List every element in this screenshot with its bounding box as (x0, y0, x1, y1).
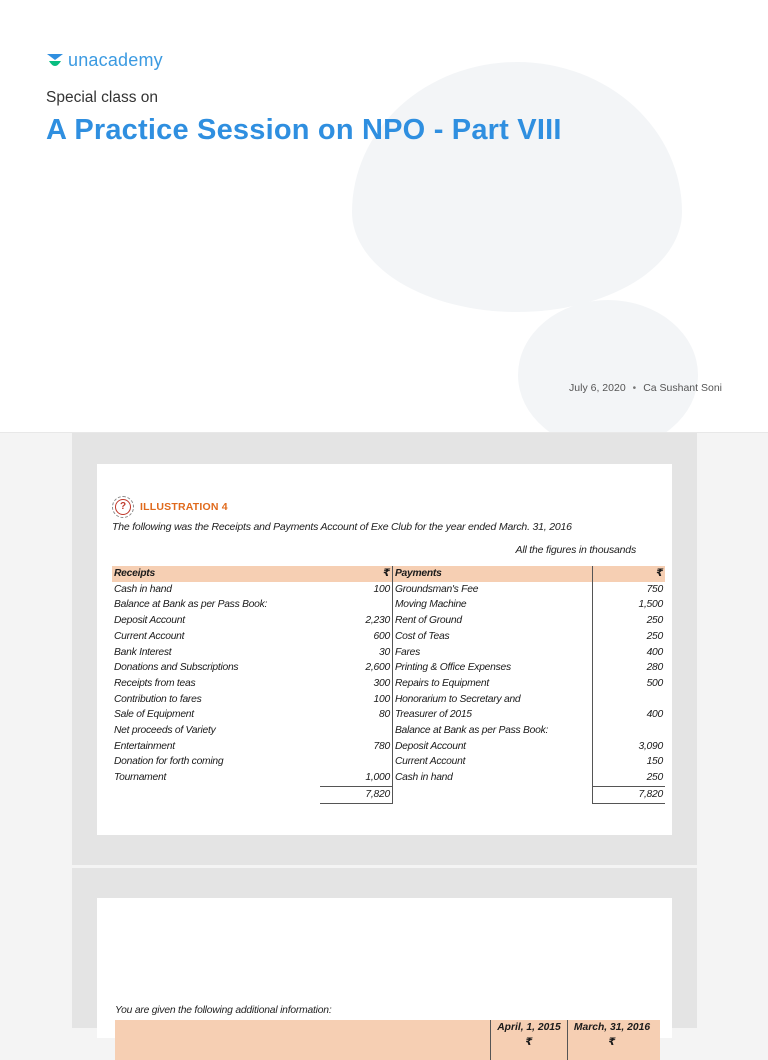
receipt-amount: 300 (320, 676, 392, 692)
slide-date: July 6, 2020 (569, 382, 626, 394)
table-row (112, 613, 665, 629)
payment-item: Fares (394, 646, 421, 658)
receipt-item: Net proceeds of Variety (114, 725, 216, 737)
table-row (112, 707, 665, 723)
receipt-item: Contribution to fares (114, 693, 202, 705)
receipt-amount: 100 (320, 582, 392, 598)
receipt-amount (320, 723, 392, 739)
brand-logo (46, 50, 163, 71)
payments-header: Payments (392, 566, 593, 582)
payments-total: 7,820 (593, 786, 665, 803)
table-row (112, 770, 665, 786)
table-row (112, 754, 665, 770)
payment-amount: 250 (593, 613, 665, 629)
receipt-amount: 600 (320, 629, 392, 645)
table-row (112, 676, 665, 692)
receipt-item: Donations and Subscriptions (114, 662, 239, 674)
payment-item: Rent of Ground (394, 615, 462, 627)
table-row (112, 582, 665, 598)
receipt-item: Sale of Equipment (114, 709, 194, 721)
document-page-frame (72, 868, 697, 1048)
brand-name: unacademy (68, 50, 163, 70)
table-header-row (112, 566, 665, 582)
illustration-heading (112, 496, 228, 518)
payment-amount: 280 (593, 660, 665, 676)
receipt-amount (320, 754, 392, 770)
receipt-item: Current Account (114, 630, 185, 642)
receipts-total: 7,820 (320, 786, 392, 803)
payment-item: Printing & Office Expenses (394, 662, 511, 674)
receipt-amount: 30 (320, 645, 392, 661)
meta-separator: • (632, 382, 637, 394)
column-header-april-2015: April, 1, 2015 ₹ (490, 1020, 567, 1060)
illustration-description: The following was the Receipts and Payments Account of Exe Club for the year ended March. 31, 2016 (112, 521, 572, 533)
receipts-payments-table (112, 566, 665, 804)
additional-info-table-header (115, 1020, 660, 1060)
table-row (112, 723, 665, 739)
payment-item: Treasurer of 2015 (394, 709, 472, 721)
totals-spacer (392, 786, 593, 803)
payment-amount (593, 723, 665, 739)
receipt-item: Receipts from teas (114, 677, 196, 689)
question-icon: ? (112, 496, 134, 518)
payment-amount: 400 (593, 707, 665, 723)
receipts-amount-header: ₹ (320, 566, 392, 582)
totals-spacer (112, 786, 320, 803)
payment-amount: 150 (593, 754, 665, 770)
receipt-item: Donation for forth coming (114, 756, 224, 768)
table-row (112, 660, 665, 676)
payment-item: Groundsman's Fee (394, 583, 479, 595)
receipt-item: Tournament (114, 772, 167, 784)
payment-amount: 400 (593, 645, 665, 661)
table-row (112, 629, 665, 645)
payment-item: Balance at Bank as per Pass Book: (394, 725, 549, 737)
slide-meta (569, 382, 722, 394)
payment-item: Cash in hand (394, 772, 453, 784)
payment-amount: 1,500 (593, 597, 665, 613)
receipt-amount: 780 (320, 739, 392, 755)
receipt-amount: 100 (320, 692, 392, 708)
table-row (112, 739, 665, 755)
receipt-item: Entertainment (114, 740, 175, 752)
document-page-frame (72, 433, 697, 865)
payment-item: Deposit Account (394, 740, 466, 752)
payment-item: Repairs to Equipment (394, 677, 489, 689)
table-row (112, 597, 665, 613)
payment-amount (593, 692, 665, 708)
payments-amount-header: ₹ (593, 566, 665, 582)
payment-item: Moving Machine (394, 599, 467, 611)
slide-subtitle: Special class on (46, 89, 159, 106)
receipt-item: Deposit Account (114, 615, 185, 627)
receipt-item: Balance at Bank as per Pass Book: (114, 599, 268, 611)
payment-amount: 500 (593, 676, 665, 692)
payment-amount: 750 (593, 582, 665, 598)
table-row (112, 645, 665, 661)
background-shape (518, 300, 698, 433)
receipt-amount: 2,230 (320, 613, 392, 629)
payment-amount: 250 (593, 629, 665, 645)
slide-author: Ca Sushant Soni (643, 382, 722, 394)
payment-item: Current Account (394, 756, 466, 768)
receipt-item: Bank Interest (114, 646, 172, 658)
payment-item: Honorarium to Secretary and (394, 693, 521, 705)
receipt-amount: 80 (320, 707, 392, 723)
table-row (112, 692, 665, 708)
payment-amount: 250 (593, 770, 665, 786)
additional-info-intro: You are given the following additional information: (115, 1005, 332, 1016)
title-slide (0, 0, 768, 433)
receipt-amount: 1,000 (320, 770, 392, 786)
background-shape (352, 62, 682, 312)
illustration-label: ILLUSTRATION 4 (140, 501, 228, 513)
receipts-header: Receipts (112, 566, 320, 582)
payment-amount: 3,090 (593, 739, 665, 755)
figures-note: All the figures in thousands (515, 544, 636, 556)
column-header-march-2016: March, 31, 2016 ₹ (567, 1020, 656, 1060)
document-page (97, 898, 672, 1048)
slide-title: A Practice Session on NPO - Part VIII (46, 114, 562, 146)
document-page (97, 464, 672, 835)
totals-row (112, 786, 665, 803)
receipt-item: Cash in hand (114, 583, 172, 595)
unacademy-logo-icon (46, 52, 64, 70)
payment-item: Cost of Teas (394, 630, 450, 642)
receipt-amount (320, 597, 392, 613)
receipt-amount: 2,600 (320, 660, 392, 676)
